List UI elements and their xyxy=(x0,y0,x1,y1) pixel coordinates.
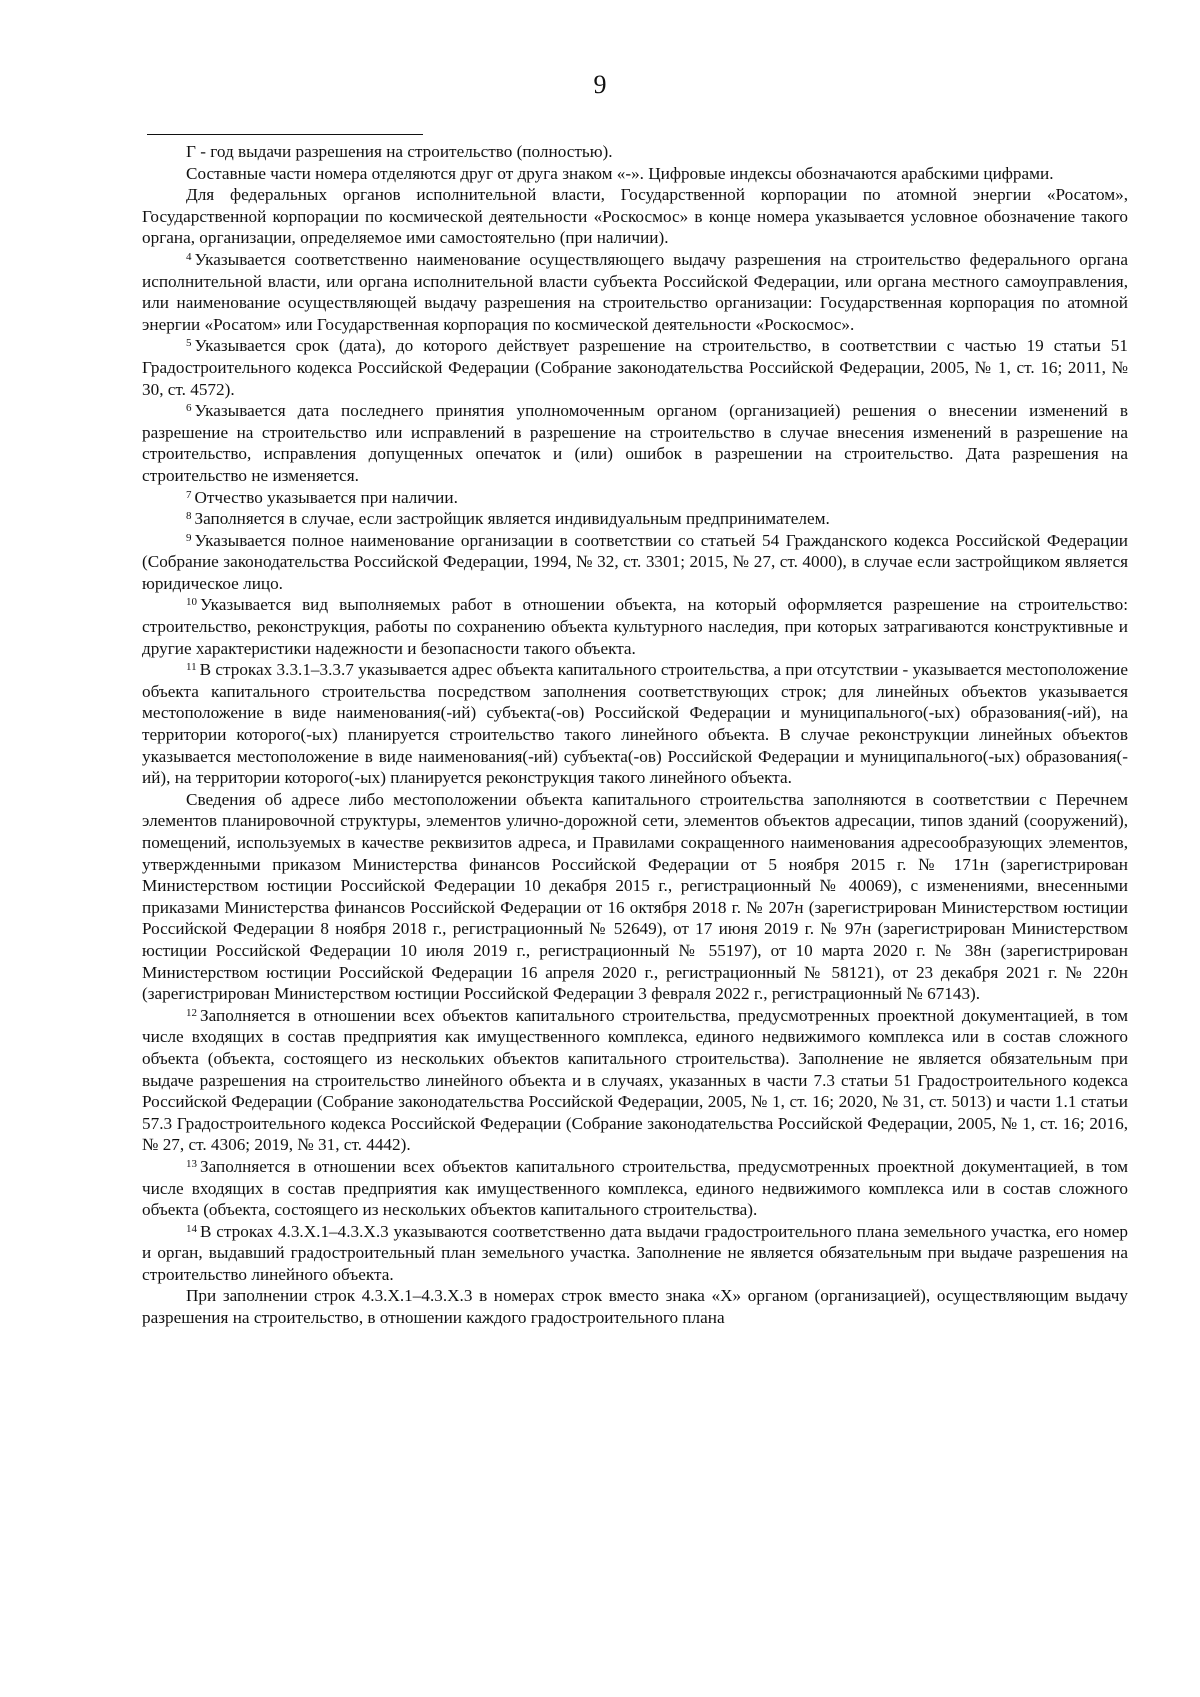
footnote-text: Заполняется в отношении всех объектов капитального строительства, предусмотренных проектной документацией, в том числе входящих в состав предприятия как имущественного комплекса, единого недвижимого комплекса или в состав сложного объекта (объекта, состоящего из нескольких объектов капитального строительства). Заполнение не является обязательным при выдаче разрешения на строительство линейного объекта и в случаях, указанных в части 7.3 статьи 51 Градостроительного кодекса Российской Федерации (Собрание законодательства Российской Федерации, 2005, № 1, ст. 16; 2020, № 31, ст. 5013) и части 1.1 статьи 57.3 Градостроительного кодекса Российской Федерации (Собрание законодательства Российской Федерации, 2005, № 1, ст. 16; 2016, № 27, ст. 4306; 2019, № 31, ст. 4442). xyxy=(142,1005,1128,1155)
footnote-text: Указывается вид выполняемых работ в отношении объекта, на который оформляется разрешение на строительство: строительство, реконструкция, работы по сохранению объекта культурного наследия, при которых затрагиваются конструктивные и другие характеристики надежности и безопасности такого объекта. xyxy=(142,595,1128,658)
footnote-number: 6 xyxy=(186,402,192,415)
footnote-text: Указывается дата последнего принятия уполномоченным органом (организацией) решения о внесении изменений в разрешение на строительство или исправлений в разрешение на строительство в случае внесения изменений в разрешение на строительство, исправления допущенных опечаток и (или) ошибок в разрешении на строительство. Дата разрешения на строительство не изменяется. xyxy=(142,401,1128,485)
paragraph-filling-rows xyxy=(142,1285,1128,1328)
footnote-number: 12 xyxy=(186,1006,197,1019)
footnote-number: 10 xyxy=(186,596,197,609)
footnote-text: Указывается полное наименование организации в соответствии со статьей 54 Гражданского кодекса Российской Федерации (Собрание законодательства Российской Федерации, 1994, № 32, ст. 3301; 2015, № 27, ст. 4000), в случае если застройщиком является юридическое лицо. xyxy=(142,530,1128,593)
page-number: 9 xyxy=(593,70,607,99)
paragraph-number-parts xyxy=(142,163,1128,185)
footnote-text: Отчество указывается при наличии. xyxy=(194,487,458,507)
paragraph-year-definition xyxy=(142,141,1128,163)
footnote-number: 4 xyxy=(186,250,192,263)
footnote-13 xyxy=(142,1156,1128,1221)
paragraph-text: Сведения об адресе либо местоположении объекта капитального строительства заполняются в соответствии с Перечнем элементов планировочной структуры, элементов улично-дорожной сети, элементов объектов адресации, типов зданий (сооружений), помещений, используемых в качестве реквизитов адреса, и Правилами сокращенного наименования адресообразующих элементов, утвержденными приказом Министерства финансов Российской Федерации от 5 ноября 2015 г. № 171н (зарегистрирован Министерством юстиции Российской Федерации 10 декабря 2015 г., регистрационный № 40069), с изменениями, внесенными приказами Министерства финансов Российской Федерации от 16 октября 2018 г. № 207н (зарегистрирован Министерством юстиции Российской Федерации 8 ноября 2018 г., регистрационный № 52649), от 17 июня 2019 г. № 97н (зарегистрирован Министерством юстиции Российской Федерации 10 июля 2019 г., регистрационный № 55197), от 10 марта 2020 г. № 38н (зарегистрирован Министерством юстиции Российской Федерации 16 апреля 2020 г., регистрационный № 58121), от 23 декабря 2021 г. № 220н (зарегистрирован Министерством юстиции Российской Федерации 3 февраля 2022 г., регистрационный № 67143). xyxy=(142,789,1128,1004)
footnote-9 xyxy=(142,530,1128,595)
footnote-text: Указывается соответственно наименование осуществляющего выдачу разрешения на строительство федерального органа исполнительной власти, или органа исполнительной власти субъекта Российской Федерации, или органа местного самоуправления, или наименование осуществляющей выдачу разрешения на строительство организации: Государственная корпорация по атомной энергии «Росатом» или Государственная корпорация по космической деятельности «Роскосмос». xyxy=(142,249,1128,334)
footnote-10 xyxy=(142,594,1128,659)
footnote-7 xyxy=(142,487,1128,509)
footnote-number: 13 xyxy=(186,1157,197,1170)
footnote-number: 7 xyxy=(186,488,192,501)
footnote-text: В строках 3.3.1–3.3.7 указывается адрес объекта капитального строительства, а при отсутствии - указывается местоположение объекта капитального строительства посредством заполнения соответствующих строк; для линейных объектов указывается местоположение в виде наименования(-ий) субъекта(-ов) Российской Федерации и муниципального(-ых) образования(-ий), на территории которого(-ых) планируется строительство такого линейного объекта. В случае реконструкции линейных объектов указывается местоположение в виде наименования(-ий) субъекта(-ов) Российской Федерации и муниципального(-ых) образования(-ий), на территории которого(-ых) планируется реконструкция такого линейного объекта. xyxy=(142,660,1128,788)
footnote-number: 5 xyxy=(186,337,192,350)
footnote-11 xyxy=(142,659,1128,789)
footnote-number: 8 xyxy=(186,510,192,523)
footnote-6 xyxy=(142,400,1128,486)
footnote-12 xyxy=(142,1005,1128,1156)
footnote-text: В строках 4.3.Х.1–4.3.Х.3 указываются соответственно дата выдачи градостроительного плана земельного участка, его номер и орган, выдавший градостроительный план земельного участка. Заполнение не является обязательным при выдаче разрешения на строительство линейного объекта. xyxy=(142,1221,1128,1284)
footnotes-body xyxy=(142,141,1128,1329)
paragraph-text: Для федеральных органов исполнительной власти, Государственной корпорации по атомной энергии «Росатом», Государственной корпорации по космической деятельности «Роскосмос» в конце номера указывается условное обозначение такого органа, организации, определяемое ими самостоятельно (при наличии). xyxy=(142,185,1128,248)
paragraph-text: Составные части номера отделяются друг от друга знаком «-». Цифровые индексы обозначаются арабскими цифрами. xyxy=(186,163,1054,183)
footnote-4 xyxy=(142,249,1128,335)
footnote-14 xyxy=(142,1221,1128,1286)
footnote-text: Заполняется в случае, если застройщик является индивидуальным предпринимателем. xyxy=(194,509,830,529)
footnote-separator-rule xyxy=(147,134,423,135)
footnote-text: Заполняется в отношении всех объектов капитального строительства, предусмотренных проектной документацией, в том числе входящих в состав предприятия как имущественного комплекса, единого недвижимого комплекса или в состав сложного объекта (объекта, состоящего из нескольких объектов капитального строительства). xyxy=(142,1156,1128,1220)
paragraph-text: Г - год выдачи разрешения на строительство (полностью). xyxy=(186,142,613,161)
footnote-number: 11 xyxy=(186,661,197,674)
paragraph-federal-bodies xyxy=(142,184,1128,249)
footnote-text: Указывается срок (дата), до которого действует разрешение на строительство, в соответствии с частью 19 статьи 51 Градостроительного кодекса Российской Федерации (Собрание законодательства Российской Федерации, 2005, № 1, ст. 16; 2011, № 30, ст. 4572). xyxy=(142,336,1128,399)
paragraph-text: При заполнении строк 4.3.Х.1–4.3.Х.3 в номерах строк вместо знака «Х» органом (организацией), осуществляющим выдачу разрешения на строительство, в отношении каждого градостроительного плана xyxy=(142,1286,1128,1328)
footnote-5 xyxy=(142,335,1128,400)
footnote-number: 9 xyxy=(186,531,192,544)
footnote-8 xyxy=(142,508,1128,530)
footnote-number: 14 xyxy=(186,1222,197,1235)
paragraph-address-info xyxy=(142,789,1128,1005)
